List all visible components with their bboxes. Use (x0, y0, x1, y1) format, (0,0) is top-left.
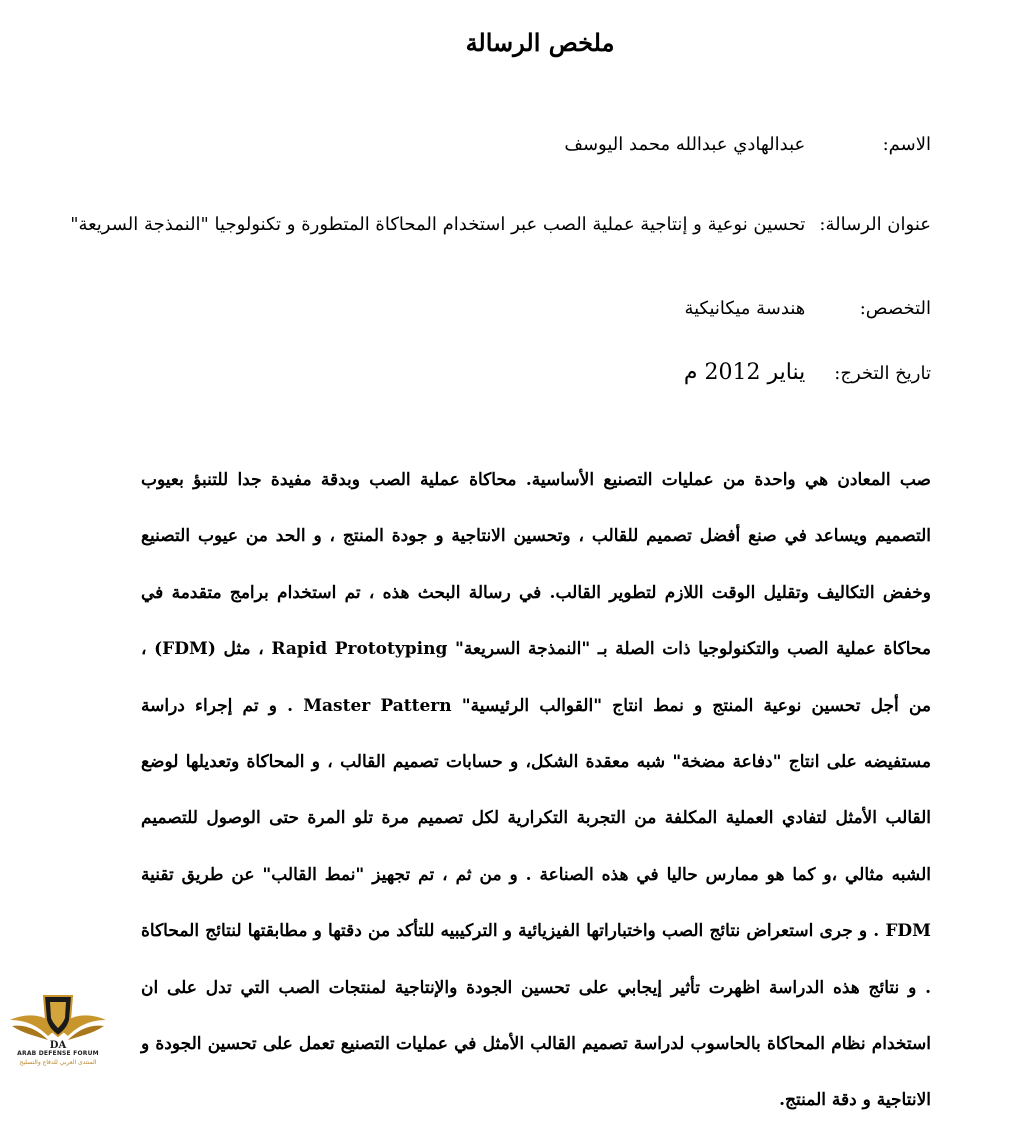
logo-name: ARAB DEFENSE FORUM (17, 1050, 99, 1057)
abstract-paragraph: صب المعادن هي واحدة من عمليات التصنيع الأساسية. محاكاة عملية الصب وبدقة مفيدة جدا للتنبؤ بعيوب التصميم ويساعد في صنع أفضل تصميم للقالب ، وتحسين الانتاجية و جودة المنتج ، و الحد من عيوب التصنيع وخفض التكاليف وتقليل الوقت اللازم لتطوير القالب. في رسالة البحث هذه ، تم استخدام برامج متقدمة في محاكاة عملية الصب والتكنولوجيا ذات الصلة بـ "النمذجة السريعة" Rapid Prototyping ، مثل (FDM) ، من أجل تحسين نوعية المنتج و نمط انتاج "القوالب الرئيسية" Master Pattern . و تم إجراء دراسة مستفيضه على انتاج "دفاعة مضخة" شبه معقدة الشكل، و حسابات تصميم القالب ، و المحاكاة وتعديلها لوضع القالب الأمثل لتفادي العملية المكلفة من التجربة التكرارية لكل تصميم مرة تلو المرة حتى الوصول للتصميم الشبه مثالي ،و كما هو ممارس حاليا في هذه الصناعة . و من ثم ، تم تجهيز "نمط القالب" عن طريق تقنية FDM . و جرى استعراض نتائج الصب واختباراتها الفيزيائية و التركيبيه للتأكد من دقتها و مطابقتها لنتائج المحاكاة . و نتائج هذه الدراسة اظهرت تأثير إيجابي على تحسين الجودة والإنتاجية لمنتجات الصب التي تدل على ان استخدام نظام المحاكاة بالحاسوب لدراسة تصميم القالب الأمثل في عمليات التصنيع تعمل على تحسين الجودة و الانتاجية و دقة المنتج. (141, 470, 932, 1111)
thesis-title-value: تحسين نوعية و إنتاجية عملية الصب عبر استخدام المحاكاة المتطورة و تكنولوجيا "النمذجة السريعة" (70, 214, 806, 235)
graduation-date-value: يناير 2012 م (683, 360, 806, 385)
thesis-title-label: عنوان الرسالة: (819, 214, 931, 235)
abstract-body (141, 452, 931, 1129)
graduation-date-label: تاريخ التخرج: (834, 363, 931, 384)
name-label: الاسم: (882, 134, 931, 155)
specialization-row (684, 298, 931, 319)
thesis-title-row (70, 214, 931, 235)
specialization-value: هندسة ميكانيكية (684, 298, 806, 319)
graduation-date-row (684, 360, 931, 385)
logo-subtitle: المنتدى العربي للدفاع والتسليح (19, 1059, 97, 1066)
specialization-label: التخصص: (859, 298, 931, 319)
name-row (564, 134, 931, 155)
logo-monogram: DA (49, 1040, 67, 1051)
page-title: ملخص الرسالة (465, 28, 615, 57)
name-value: عبدالهادي عبدالله محمد اليوسف (564, 134, 806, 155)
